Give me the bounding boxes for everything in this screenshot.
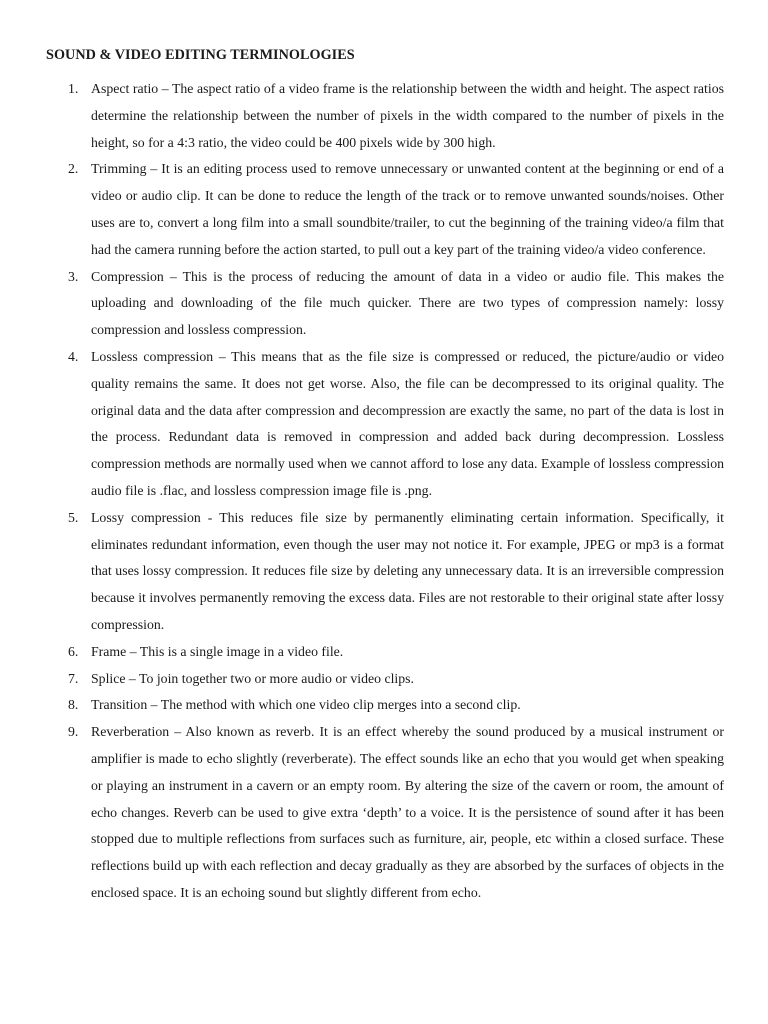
list-item-number: 8. <box>68 697 79 713</box>
list-item-text: Aspect ratio – The aspect ratio of a video frame is the relationship between the width and height. The aspect ratios determine the relationship between the number of pixels in the width compared to the number of pixels in the height, so for a 4:3 ratio, the video could be 400 pixels wide by 300 high. <box>91 81 724 150</box>
list-item-text: Compression – This is the process of reducing the amount of data in a video or audio file. This makes the uploading and downloading of the file much quicker. There are two types of compression namely: lossy compression and lossless compression. <box>91 268 724 338</box>
list-item-text: Frame – This is a single image in a video file. <box>91 643 344 659</box>
list-item-lossless-compression <box>44 344 724 505</box>
list-item-number: 5. <box>68 509 79 525</box>
list-item-aspect-ratio <box>44 76 724 156</box>
list-item-number: 1. <box>68 81 79 96</box>
list-item-text: Reverberation – Also known as reverb. It is an effect whereby the sound produced by a musical instrument or amplifier is made to echo slightly (reverberate). The effect sounds like an echo that you would get when speaking or playing an instrument in a cavern or an empty room. By altering the size of the cavern or room, the amount of echo changes. Reverb can be used to give extra ‘depth’ to a voice. It is the persistence of sound after it has been stopped due to multiple reflections from surfaces such as furniture, air, people, etc within a closed surface. These reflections build up with each reflection and decay gradually as they are absorbed by the surfaces of objects in the enclosed space. It is an echoing sound but slightly different from echo. <box>91 724 724 900</box>
terminology-list <box>44 76 724 907</box>
document-title: SOUND & VIDEO EDITING TERMINOLOGIES <box>46 47 355 63</box>
list-item-text: Lossless compression – This means that as the file size is compressed or reduced, the picture/audio or video quality remains the same. It does not get worse. Also, the file can be decompressed to its original quality. The original data and the data after compression and decompression are exactly the same, no part of the data is lost in the process. Redundant data is removed in compression and added back during decompression. Lossless compression methods are normally used when we cannot afford to lose any data. Example of lossless compression audio file is .flac, and lossless compression image file is .png. <box>91 348 724 498</box>
list-item-splice <box>44 666 724 693</box>
list-item-trimming <box>44 156 724 263</box>
list-item-transition <box>44 692 724 719</box>
list-item-text: Splice – To join together two or more audio or video clips. <box>91 670 414 686</box>
list-item-number: 4. <box>68 348 79 364</box>
list-item-number: 2. <box>68 161 79 177</box>
list-item-reverberation <box>44 719 724 907</box>
list-item-compression <box>44 264 724 344</box>
list-item-text: Transition – The method with which one video clip merges into a second clip. <box>91 697 521 713</box>
list-item-number: 3. <box>68 268 79 284</box>
list-item-text: Lossy compression - This reduces file size by permanently eliminating certain information. Specifically, it eliminates redundant information, even though the user may not notice it. For example, JPEG or mp3 is a format that uses lossy compression. It reduces file size by deleting any unnecessary data. It is an irreversible compression because it involves permanently removing the excess data. Files are not restorable to their original state after lossy compression. <box>91 509 724 632</box>
list-item-number: 6. <box>68 643 79 659</box>
list-item-text: Trimming – It is an editing process used to remove unnecessary or unwanted content at the beginning or end of a video or audio clip. It can be done to reduce the length of the track or to remove unwanted sounds/noises. Other uses are to, convert a long film into a small soundbite/trailer, to cut the beginning of the training video/a film that had the camera running before the action started, to pull out a key part of the training video/a video conference. <box>91 161 724 257</box>
list-item-lossy-compression <box>44 505 724 639</box>
list-item-number: 7. <box>68 670 79 686</box>
list-item-frame <box>44 639 724 666</box>
list-item-number: 9. <box>68 724 79 740</box>
